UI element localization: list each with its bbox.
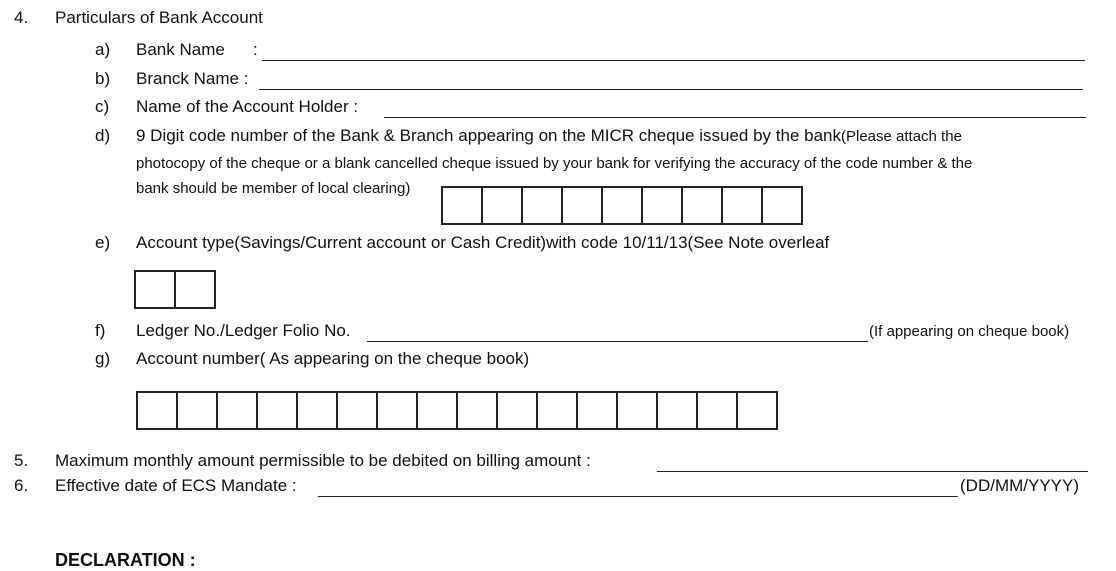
effective-date-format: (DD/MM/YYYY) (960, 476, 1079, 495)
micr-digit-box[interactable] (481, 186, 523, 225)
micr-digit-box[interactable] (601, 186, 643, 225)
account-number-digit-box[interactable] (656, 391, 698, 430)
account-number-digit-box[interactable] (176, 391, 218, 430)
micr-code-boxes[interactable] (441, 186, 803, 225)
micr-note-line-2: photocopy of the cheque or a blank cancelled cheque issued by your bank for verifying the accuracy of the code number & the (136, 155, 973, 172)
micr-digit-box[interactable] (641, 186, 683, 225)
branch-name-field[interactable] (259, 89, 1083, 90)
account-number-digit-box[interactable] (736, 391, 778, 430)
account-holder-field[interactable] (384, 117, 1086, 118)
account-number-digit-box[interactable] (136, 391, 178, 430)
micr-digit-box[interactable] (521, 186, 563, 225)
ledger-no-suffix: (If appearing on cheque book) (869, 323, 1070, 340)
section-5-number: 5. (14, 451, 29, 470)
account-number-digit-box[interactable] (536, 391, 578, 430)
item-f-marker: f) (95, 321, 106, 340)
ledger-no-label: Ledger No./Ledger Folio No. (136, 321, 351, 340)
item-e-marker: e) (95, 233, 111, 252)
item-d-marker: d) (95, 126, 111, 145)
account-type-digit-box[interactable] (174, 270, 216, 309)
item-b-marker: b) (95, 69, 111, 88)
micr-digit-box[interactable] (441, 186, 483, 225)
account-number-digit-box[interactable] (376, 391, 418, 430)
account-number-digit-box[interactable] (256, 391, 298, 430)
max-amount-label: Maximum monthly amount permissible to be debited on billing amount : (55, 451, 591, 470)
declaration-heading: DECLARATION : (55, 550, 196, 570)
account-number-label: Account number( As appearing on the cheque book) (136, 349, 530, 368)
micr-code-label (136, 126, 962, 147)
micr-note-line-1: (Please attach the (841, 128, 962, 145)
bank-name-colon: : (253, 40, 258, 59)
ledger-no-field[interactable] (367, 341, 868, 342)
micr-code-label-text: 9 Digit code number of the Bank & Branch appearing on the MICR cheque issued by the bank (136, 126, 841, 145)
account-number-digit-box[interactable] (496, 391, 538, 430)
bank-name-field[interactable] (262, 60, 1085, 61)
micr-digit-box[interactable] (681, 186, 723, 225)
account-number-digit-box[interactable] (216, 391, 258, 430)
item-c-marker: c) (95, 97, 110, 116)
micr-digit-box[interactable] (561, 186, 603, 225)
account-type-digit-box[interactable] (134, 270, 176, 309)
effective-date-label: Effective date of ECS Mandate : (55, 476, 297, 495)
effective-date-field[interactable] (318, 496, 958, 497)
account-number-digit-box[interactable] (456, 391, 498, 430)
micr-digit-box[interactable] (761, 186, 803, 225)
section-6-number: 6. (14, 476, 29, 495)
branch-name-label: Branck Name : (136, 69, 249, 88)
account-number-digit-box[interactable] (616, 391, 658, 430)
micr-note-line-3: bank should be member of local clearing) (136, 180, 411, 197)
account-number-digit-box[interactable] (336, 391, 378, 430)
bank-name-label: Bank Name (136, 40, 225, 59)
item-a-marker: a) (95, 40, 111, 59)
account-number-digit-box[interactable] (696, 391, 738, 430)
max-amount-field[interactable] (657, 471, 1088, 472)
section-4-title: Particulars of Bank Account (55, 8, 263, 27)
item-g-marker: g) (95, 349, 111, 368)
micr-digit-box[interactable] (721, 186, 763, 225)
account-number-boxes[interactable] (136, 391, 778, 430)
section-4-number: 4. (14, 8, 29, 27)
account-holder-label: Name of the Account Holder : (136, 97, 359, 116)
account-type-boxes[interactable] (134, 270, 216, 309)
account-number-digit-box[interactable] (296, 391, 338, 430)
account-type-label: Account type(Savings/Current account or Cash Credit)with code 10/11/13(See Note overleaf (136, 233, 830, 252)
account-number-digit-box[interactable] (416, 391, 458, 430)
account-number-digit-box[interactable] (576, 391, 618, 430)
